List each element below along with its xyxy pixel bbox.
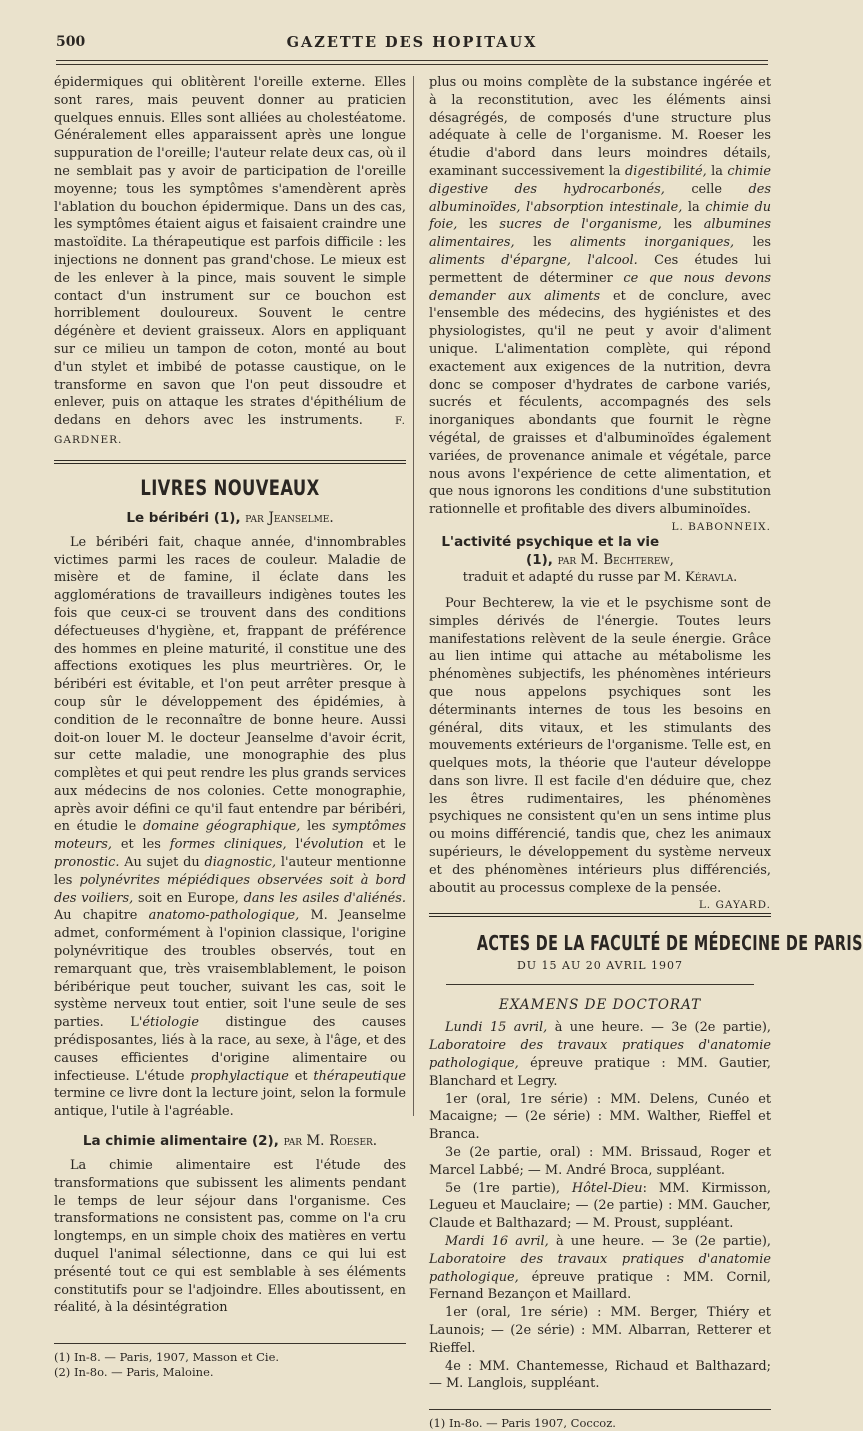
- review-text: et les: [120, 837, 161, 853]
- exam-text: épreuve pratique : MM. Cornil, Fernand Bezançon et Maillard.: [429, 1269, 771, 1303]
- review-text: et: [294, 1068, 308, 1084]
- footnote-rule: [429, 1409, 771, 1410]
- review-text: Au sujet du: [124, 855, 200, 871]
- review-text: distingue des causes prédisposantes, liés à la race, au sexe, à l'âge, et des causes efficientes d'origine alimentaire ou infectieuse. L'étude: [54, 1015, 406, 1084]
- review-italic: aliments d'épargne, l'alcool.: [429, 252, 638, 268]
- review-italic: diagnostic,: [204, 855, 277, 871]
- review-italic: ce que nous devons demander aux aliments: [429, 270, 771, 304]
- header-rule-2: [56, 64, 768, 65]
- exam-entry: [429, 1233, 771, 1304]
- review-text: l'auteur mentionne les: [54, 855, 406, 888]
- book-by: par M.: [557, 551, 599, 568]
- review-beriberi: [54, 534, 406, 1121]
- review-chimie-continued: [429, 74, 772, 533]
- exam-text: 5e (1re partie),: [445, 1180, 560, 1196]
- review-text: la: [711, 163, 723, 179]
- exam-entry: [429, 1180, 771, 1233]
- book-author: Roeser.: [329, 1133, 378, 1150]
- exam-text: à une heure. — 3e (2e partie),: [555, 1234, 771, 1250]
- review-text: plus ou moins complète de la substance ingérée et à la reconstitution, avec les éléments ainsi désagrégés, de composés d'une structure plus adéquate à celle de l'organisme. M. Roeser les étudie d'abord dans leurs moindres détails, examinant successivement la: [429, 75, 771, 179]
- exam-entry: 1er (oral, 1re série) : MM. Berger, Thiéry et Launois; — (2e série) : MM. Albarran, Retterer et Rieffel.: [429, 1305, 771, 1356]
- article-end-text: [54, 74, 406, 450]
- book-title-text: Le béribéri (1),: [126, 509, 241, 526]
- review-italic: prophylactique: [190, 1068, 289, 1084]
- review-italic: chimie digestive des hydrocarbonés,: [429, 163, 771, 197]
- signature-babonneix: L. BABONNEIX.: [671, 520, 771, 533]
- review-italic: chimie du foie,: [429, 199, 772, 233]
- review-italic: aliments inorganiques,: [570, 235, 735, 251]
- review-italic: des albuminoïdes, l'absorption intestinale,: [429, 181, 771, 215]
- review-text: l': [295, 837, 304, 853]
- book-author: Jeanselme.: [268, 509, 334, 526]
- book-title-text: La chimie alimentaire (2),: [82, 1133, 279, 1150]
- book-subtitle: [429, 569, 771, 587]
- exam-entry: [429, 1019, 771, 1090]
- review-text: les: [752, 235, 771, 251]
- review-text: termine ce livre dont la lecture joint, selon la formule antique, l'utile à l'agréable.: [54, 1086, 406, 1120]
- review-italic: anatomo-pathologique,: [148, 908, 300, 924]
- exam-entry: 3e (2e partie, oral) : MM. Brissaud, Roger et Marcel Labbé; — M. André Broca, suppléant.: [429, 1145, 771, 1178]
- review-text: et le: [372, 837, 406, 853]
- footnote-rule: [54, 1343, 406, 1344]
- review-text: les: [307, 819, 326, 835]
- review-activite: [429, 595, 771, 912]
- exam-text: : MM. Kirmisson, Legueu et Mauclaire; — (2e partie) : MM. Gaucher, Claude et Balthazard; — M. Proust, suppléant.: [429, 1180, 771, 1232]
- book-by: par M.: [283, 1133, 325, 1150]
- exam-italic: Hôtel-Dieu: [571, 1180, 643, 1196]
- exam-date: Lundi 15 avril,: [445, 1020, 548, 1036]
- review-italic: albumines alimentaires,: [429, 217, 772, 251]
- exam-date: Mardi 16 avril,: [445, 1234, 549, 1250]
- review-text: et de conclure, avec l'ensemble des médecins, des hygiénistes et des physiologistes, qu'il ne peut y avoir d'aliment unique. L'alimentation complète, qui répond exactement aux exigences de la nutrition, devra donc se composer d'hydrates de carbone variés, sucrés et féculents, accompagnés des sels inorganiques abondants que fournit le règne végétal, de graisses et d'albuminoïdes également variées, de provenance animale et végétale, parce nous avons l'expérience de cette alimentation, et que nous ignorons les conditions d'une substitution rationnelle et profitable des divers albuminoïdes.: [429, 288, 771, 518]
- section-title-actes: ACTES DE LA FACULTÉ DE MÉDECINE DE PARIS: [476, 931, 863, 956]
- acts-rule: [446, 984, 754, 985]
- review-italic: formes cliniques,: [169, 837, 287, 853]
- review-text: Le béribéri fait, chaque année, d'innombrables victimes parmi les races de couleur. Maladie de misère et de famine, il éclate dans les agglomérations de travailleurs indigènes toutes les fois que ceux-ci se trouvent dans des conditions défectueuses d'hygiène, et, frappant de préférence des hommes en pleine maturité, il constitue une des affections exotiques les plus meurtrières. Or, le béribéri est évitable, et l'on peut arrêter presque à coup sûr le développement des épidémies, à condition de le reconnaître de bonne heure. Aussi doit-on louer M. le docteur Jeanselme d'avoir écrit, sur cette maladie, une monographie des plus complètes et qui peut rendre les plus grands services aux médecins de nos colonies. Cette monographie, après avoir défini ce qu'il faut entendre par béribéri, en étudie le: [54, 534, 406, 835]
- page-number: 500: [56, 34, 86, 50]
- review-text: les: [469, 217, 488, 233]
- exam-entry: 4e : MM. Chantemesse, Richaud et Balthazard; — M. Langlois, suppléant.: [429, 1358, 771, 1392]
- review-italic: dans les asiles d'aliénés.: [243, 890, 406, 906]
- review-text: Ces études lui permettent de déterminer: [429, 252, 771, 286]
- exam-title: EXAMENS DE DOCTORAT: [498, 997, 702, 1014]
- signature-gayard: L. GAYARD.: [698, 899, 771, 912]
- review-italic: pronostic.: [54, 855, 120, 871]
- review-text: les: [673, 217, 692, 233]
- review-italic: évolution: [303, 837, 364, 853]
- review-text: soit en Europe,: [138, 890, 239, 906]
- review-italic: thérapeutique: [313, 1068, 406, 1084]
- review-text: les: [533, 235, 552, 251]
- book-translator: Kéravla.: [685, 569, 738, 585]
- signature-gardner: F. GARDNER.: [54, 415, 406, 446]
- review-chimie: La chimie alimentaire est l'étude des transformations que subissent les aliments pendant le temps de leur séjour dans l'organisme. Ces transformations ne consistent pas, comme on l'a cru longtemps, en un simple choix des matières en vertu duquel l'animal sélectionne, dans ce qui lui est présenté tout ce qui est semblable à ses éléments constitutifs pour se l'adjoindre. Elles aboutissent, en réalité, à la désintégration: [54, 1158, 406, 1316]
- section-rule: [54, 460, 406, 464]
- book-title-chimie: [54, 1133, 406, 1149]
- exam-text: à une heure. — 3e (2e partie),: [554, 1020, 771, 1036]
- review-italic: digestibilité,: [625, 163, 707, 179]
- exam-italic: Laboratoire des travaux pratiques d'anatomie pathologique,: [429, 1038, 771, 1072]
- review-text: Pour Bechterew, la vie et le psychisme sont de simples dérivés de l'énergie. Toutes leurs manifestations relèvent de la seule énergie. Grâce au lien intime qui attache au métabolisme les phénomènes subjectifs, les phénomènes intérieurs que nous appelons psychiques sont les déterminants internes de tous les besoins en général, dits vitaux, et les stimulants des mouvements extérieurs de l'organisme. Telle est, en quelques mots, la théorie que l'auteur développe dans son livre. Il est facile d'en déduire que, chez les êtres rudimentaires, les phénomènes psychiques ne consistent qu'en un sens intime plus ou moins différencié, tandis que, chez les animaux supérieurs, le développement du système nerveux et des phénomènes intérieurs plus différenciés, aboutit au processus complexe de la pensée.: [429, 595, 771, 896]
- review-text: celle: [691, 181, 723, 197]
- book-by: par: [245, 509, 264, 526]
- footnote-right: (1) In-8o. — Paris 1907, Coccoz.: [429, 1416, 616, 1431]
- header-rule: [56, 60, 768, 61]
- review-text: la: [687, 199, 700, 215]
- book-title-text: L'activité psychique et la vie (1),: [441, 533, 660, 568]
- book-author: Bechterew,: [603, 551, 674, 568]
- footnote-2: (2) In-8o. — Paris, Maloine.: [54, 1365, 214, 1380]
- book-title-beriberi: [54, 510, 406, 526]
- book-subtitle-text: traduit et adapté du russe par M.: [462, 569, 682, 585]
- article-end-body: épidermiques qui oblitèrent l'oreille externe. Elles sont rares, mais peuvent donner au praticien quelques ennuis. Elles sont alliées au cholestéatome. Généralement elles apparaissent après une longue suppuration de l'oreille; l'auteur relate deux cas, où il ne semblait pas y avoir de participation de l'oreille moyenne; tous les symptômes s'amendèrent après l'ablation du bouchon épidermique. Dans un des cas, les symptômes étaient aigus et faisaient craindre une mastoïdite. La thérapeutique est parfois difficile : les injections ne donnent pas grand'chose. Le mieux est de les enlever à la pince, mais souvent le simple contact d'un instrument sur ce bouchon est horriblement douloureux. Souvent le centre dégénère et devient graisseux. Alors en appliquant sur ce milieu un tampon de coton, monté au bout d'un stylet et imbibé de potasse caustique, on le transforme en savon que l'on peut dissoudre et enlever, puis on attaque les strates d'épithélium de dedans en dehors avec les instruments.: [54, 75, 406, 429]
- book-title-activite: [429, 533, 771, 587]
- column-divider: [413, 76, 414, 1116]
- section-title-livres: LIVRES NOUVEAUX: [140, 475, 320, 500]
- footnote-1: (1) In-8. — Paris, 1907, Masson et Cie.: [54, 1350, 280, 1365]
- review-italic: domaine géographique,: [142, 819, 301, 835]
- exam-text: épreuve pratique : MM. Gautier, Blanchard et Legry.: [429, 1056, 771, 1089]
- review-italic: étiologie: [142, 1015, 199, 1031]
- left-column: [54, 74, 406, 1380]
- acts-date: DU 15 AU 20 AVRIL 1907: [516, 959, 684, 973]
- review-italic: sucres de l'organisme,: [499, 217, 662, 233]
- running-head: [56, 34, 768, 54]
- right-column: [429, 74, 863, 1431]
- review-text: M. Jeanselme admet, conformément à l'opinion classique, l'origine polynévritique des troubles observés, tout en remarquant que, très vraisemblablement, le poison béribérique peut toucher, suivant les cas, soit le système nerveux tout entier, soit l'une seule de ses parties. L': [54, 908, 406, 1031]
- review-italic: polynévrites mépiédiques observées soit à bord des voiliers,: [54, 872, 406, 906]
- review-text: Au chapitre: [54, 908, 138, 924]
- journal-title: GAZETTE DES HOPITAUX: [286, 34, 538, 51]
- exam-entry: 1er (oral, 1re série) : MM. Delens, Cunéo et Macaigne; — (2e série) : MM. Walther, Rieffel et Branca.: [429, 1091, 771, 1143]
- review-italic: symptômes moteurs,: [54, 819, 407, 853]
- exam-italic: Laboratoire des travaux pratiques d'anatomie pathologique,: [429, 1251, 771, 1285]
